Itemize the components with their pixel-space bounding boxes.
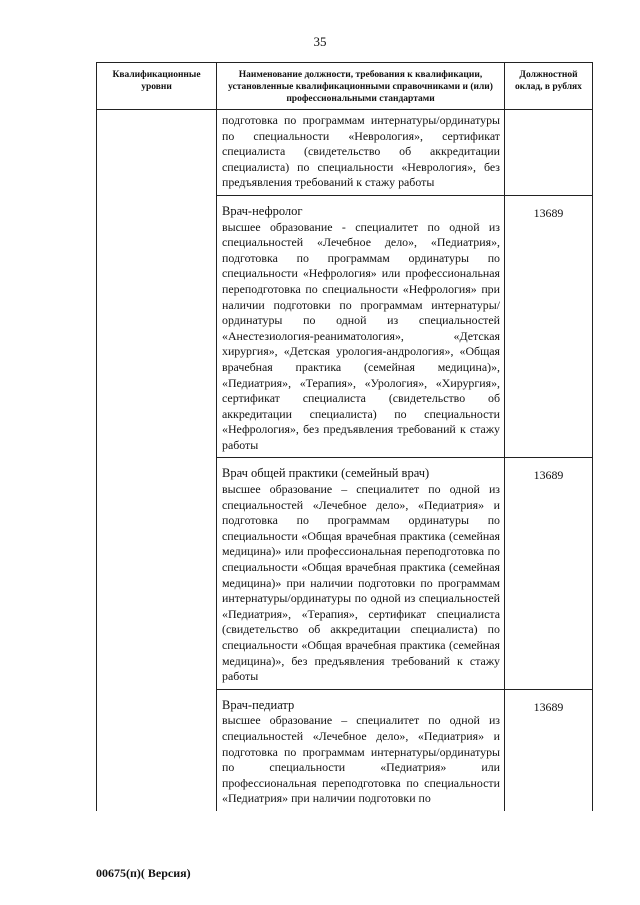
salary-cell [505,110,593,196]
position-requirements: высшее образование – специалитет по одной из специальностей «Лечебное дело», «Педиатрия» и подготовка по программам интернатуры/ординатуры по специальности «Педиатрия» или профессиональная переподготовка по специальности «Педиатрия» при наличии подготовки по [222,713,500,806]
page-number: 35 [313,34,327,49]
document-code: 00675(п)( Версия) [96,866,191,880]
header-levels: Квалификационные уровни [97,63,217,110]
position-description-cell [217,195,505,458]
position-description-cell [217,689,505,811]
header-salary: Должностной оклад, в рублях [505,63,593,110]
position-description-cell [217,110,505,196]
position-requirements: высшее образование – специалитет по одной из специальностей «Лечебное дело», «Педиатрия» и подготовка по программам ординатуры по специальности «Общая врачебная практика (семейная медицина)» или профессиональная переподготовка по специальности «Общая врачебная практика (семейная медицина)» при наличии подготовки по программам интернатуры/ординатуры по одной из специальностей «Педиатрия», «Терапия», сертификат специалиста (свидетельство об аккредитации специалиста) по специальности «Общая врачебная практика (семейная медицина)», без предъявления требований к стажу работы [222,482,500,684]
table-row [97,110,593,196]
qualification-level-cell [97,110,217,811]
position-description-cell [217,458,505,689]
qualification-table [96,62,593,811]
position-requirements: подготовка по программам интернатуры/ординатуры по специальности «Неврология», сертификат специалиста (свидетельство об аккредитации специалиста) по специальности «Неврология», без предъявления требований к стажу работы [222,113,500,190]
position-requirements: высшее образование - специалитет по одной из специальностей «Лечебное дело», «Педиатрия», подготовка по программам ординатуры по специальности «Нефрология» или профессиональная переподготовка по специальности «Нефрология» при наличии подготовки по программам интернатуры/ординатуры по одной из специальностей «Анестезиология-реаниматология», «Детская хирургия», «Детская урология-андрология», «Общая врачебная практика (семейная медицина)», «Педиатрия», «Терапия», «Урология», «Хирургия», сертификат специалиста (свидетельство об аккредитации специалиста) по специальности «Нефрология», без предъявления требований к стажу работы [222,219,500,452]
position-title: Врач-педиатр [222,697,295,712]
table-header-row [97,63,593,110]
salary-cell: 13689 [505,689,593,811]
salary-cell: 13689 [505,458,593,689]
position-title: Врач общей практики (семейный врач) [222,466,430,481]
header-position-requirements: Наименование должности, требования к квалификации, установленные квалификационными справочниками и (или) профессиональными стандартами [217,63,505,110]
position-title: Врач-нефролог [222,203,303,218]
salary-cell: 13689 [505,195,593,458]
